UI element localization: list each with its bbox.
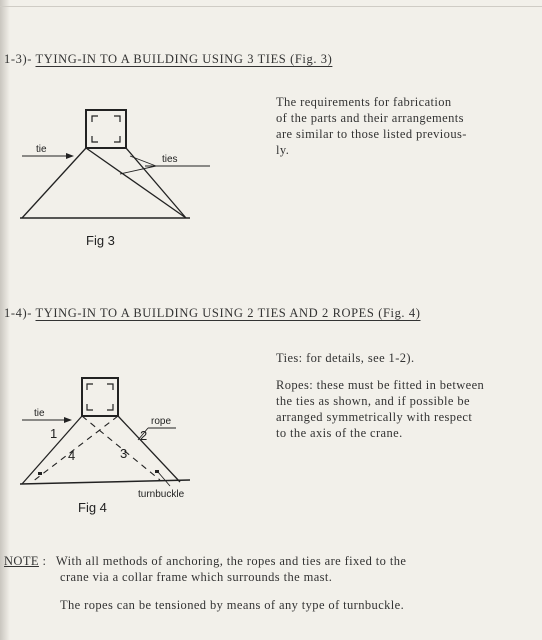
figure-3-diagram: [20, 100, 220, 225]
collar-frame: [87, 384, 113, 410]
figure-3-label-ties: ties: [162, 154, 178, 165]
ties-leader-1: [130, 156, 156, 166]
turnbuckle-leader: [158, 472, 170, 486]
section-3-paragraph: [276, 94, 538, 158]
section-4-heading: [4, 306, 421, 321]
note-line-1: With all methods of anchoring, the ropes and ties are fixed to the: [55, 554, 407, 568]
section-4-ropes-line-2: the ties as shown, and if possible be: [276, 394, 470, 408]
section-4-ropes-line-4: to the axis of the crane.: [276, 426, 403, 440]
figure-4-number-2: 2: [140, 428, 148, 443]
note-label: NOTE: [4, 554, 39, 568]
section-3-heading: [4, 52, 332, 67]
figure-4-number-1: 1: [50, 426, 58, 441]
section-3-line-3: are similar to those listed previous-: [276, 127, 467, 141]
note-line-2-row: [60, 569, 536, 585]
section-3-line-4: ly.: [276, 143, 290, 157]
figure-4-label-turnbuckle: turnbuckle: [138, 489, 185, 500]
note-line-3: The ropes can be tensioned by means of any type of turnbuckle.: [60, 598, 405, 612]
figure-4-number-4: 4: [68, 448, 76, 463]
top-rule: [0, 6, 542, 7]
section-3-number: 1-3)-: [4, 52, 32, 66]
figure-4-diagram: [20, 372, 220, 502]
collar-frame: [92, 116, 120, 142]
figure-4-caption: Fig 4: [78, 500, 107, 515]
building-wall: [20, 480, 190, 484]
section-4-ties-text: Ties: for details, see 1-2).: [276, 351, 415, 365]
note-line-3-row: [60, 597, 536, 613]
section-3-line-2: of the parts and their arrangements: [276, 111, 464, 125]
section-3-line-1: The requirements for fabrication: [276, 95, 452, 109]
tie-arrow: [64, 417, 72, 423]
figure-3-label-tie: tie: [36, 144, 47, 155]
figure-4-number-3: 3: [120, 446, 128, 461]
figure-4-label-tie: tie: [34, 408, 45, 419]
tie-left: [22, 148, 86, 218]
ties-leader-2: [120, 166, 156, 174]
turnbuckle-marker-left: [38, 472, 42, 475]
note-line-1-row: [4, 553, 540, 569]
section-4-number: 1-4)-: [4, 306, 32, 320]
tie-arrow: [66, 153, 74, 159]
section-3-title: TYING-IN TO A BUILDING USING 3 TIES (Fig. 3): [35, 52, 333, 66]
note-line-2: crane via a collar frame which surrounds the mast.: [60, 570, 333, 584]
note-colon: :: [42, 554, 47, 568]
section-4-ties-paragraph: [276, 350, 540, 366]
figure-3-caption: Fig 3: [86, 233, 115, 248]
figure-4-label-rope: rope: [151, 416, 172, 427]
section-4-title: TYING-IN TO A BUILDING USING 2 TIES AND 2 ROPES (Fig. 4): [35, 306, 421, 320]
section-4-ropes-line-1: Ropes: these must be fitted in between: [276, 378, 485, 392]
section-4-ropes-line-3: arranged symmetrically with respect: [276, 410, 473, 424]
section-4-ropes-paragraph: [276, 377, 540, 441]
